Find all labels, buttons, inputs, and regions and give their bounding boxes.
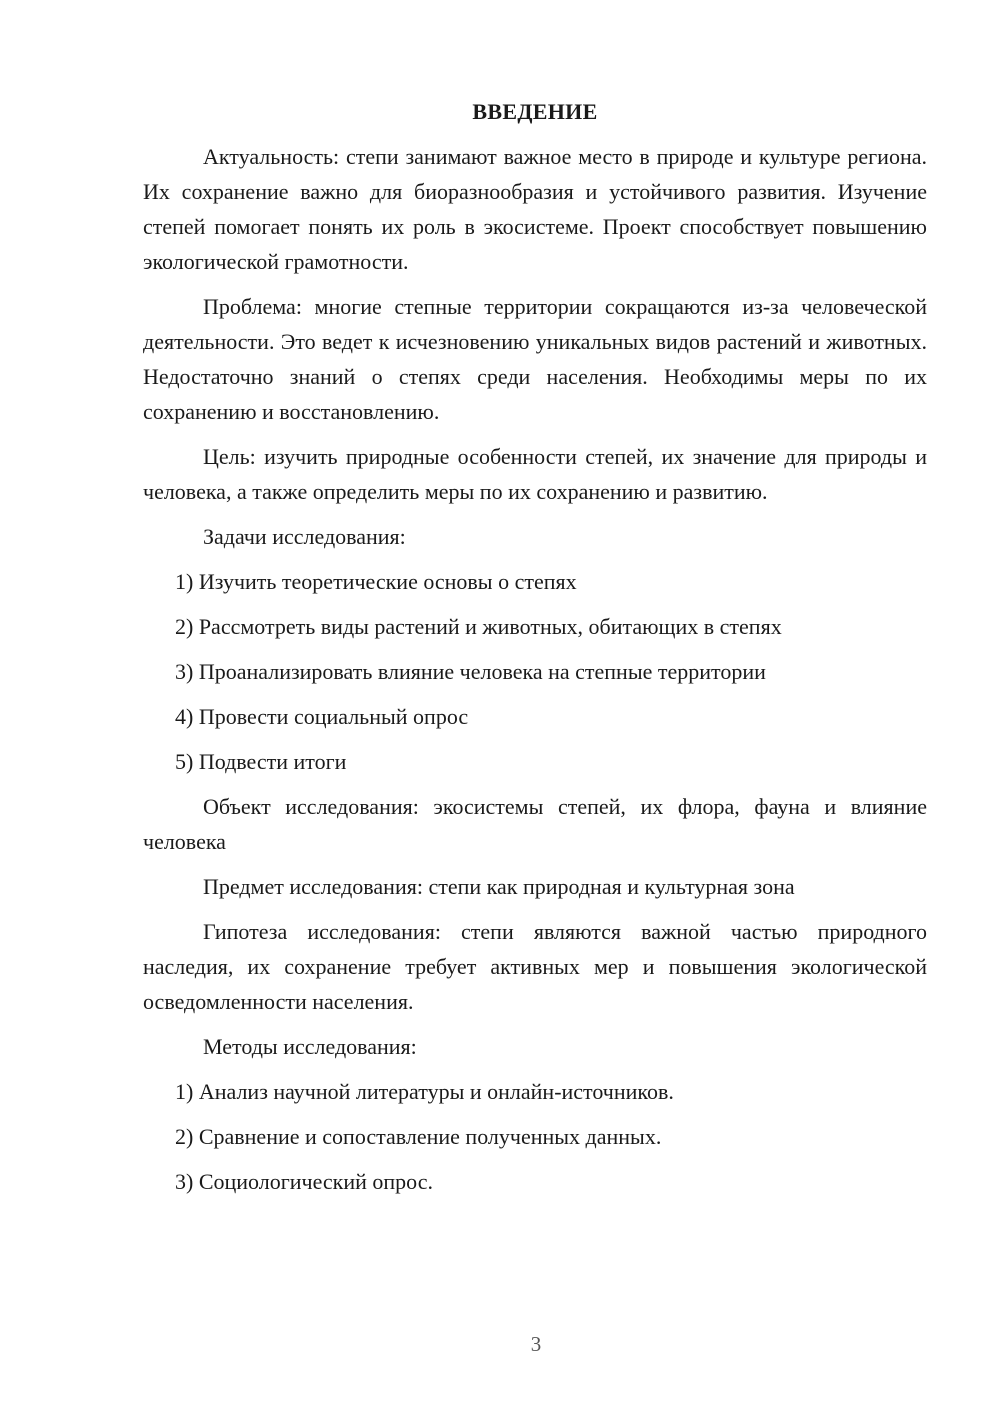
methods-heading: Методы исследования:	[203, 1034, 417, 1059]
methods-list	[143, 1074, 927, 1199]
object-paragraph: Объект исследования: экосистемы степей, их флора, фауна и влияние человека	[143, 794, 927, 854]
list-item: 1) Изучить теоретические основы о степях	[175, 569, 577, 594]
list-item: 1) Анализ научной литературы и онлайн-источников.	[175, 1079, 674, 1104]
list-item: 4) Провести социальный опрос	[175, 704, 469, 729]
relevance-paragraph: Актуальность: степи занимают важное место в природе и культуре региона. Их сохранение важно для биоразнообразия и устойчивого развития. Изучение степей помогает понять их роль в экосистеме. Проект способствует повышению экологической грамотности.	[143, 144, 927, 274]
page-title: ВВЕДЕНИЕ	[472, 99, 598, 124]
list-item: 5) Подвести итоги	[175, 749, 347, 774]
goal-paragraph: Цель: изучить природные особенности степей, их значение для природы и человека, а также определить меры по их сохранению и развитию.	[143, 444, 927, 504]
list-item: 3) Социологический опрос.	[175, 1169, 433, 1194]
tasks-heading: Задачи исследования:	[203, 524, 406, 549]
page-content	[143, 94, 927, 1209]
problem-paragraph: Проблема: многие степные территории сокращаются из-за человеческой деятельности. Это ведет к исчезновению уникальных видов растений и животных. Недостаточно знаний о степях среди населения. Необходимы меры по их сохранению и восстановлению.	[143, 294, 927, 424]
hypothesis-paragraph: Гипотеза исследования: степи являются важной частью природного наследия, их сохранение требует активных мер и повышения экологической осведомленности населения.	[143, 919, 927, 1014]
list-item: 2) Сравнение и сопоставление полученных данных.	[175, 1124, 662, 1149]
tasks-list	[143, 564, 927, 779]
subject-paragraph: Предмет исследования: степи как природная и культурная зона	[203, 874, 795, 899]
list-item: 2) Рассмотреть виды растений и животных, обитающих в степях	[175, 614, 782, 639]
page-number: 3	[530, 1332, 542, 1356]
list-item: 3) Проанализировать влияние человека на степные территории	[175, 659, 766, 684]
